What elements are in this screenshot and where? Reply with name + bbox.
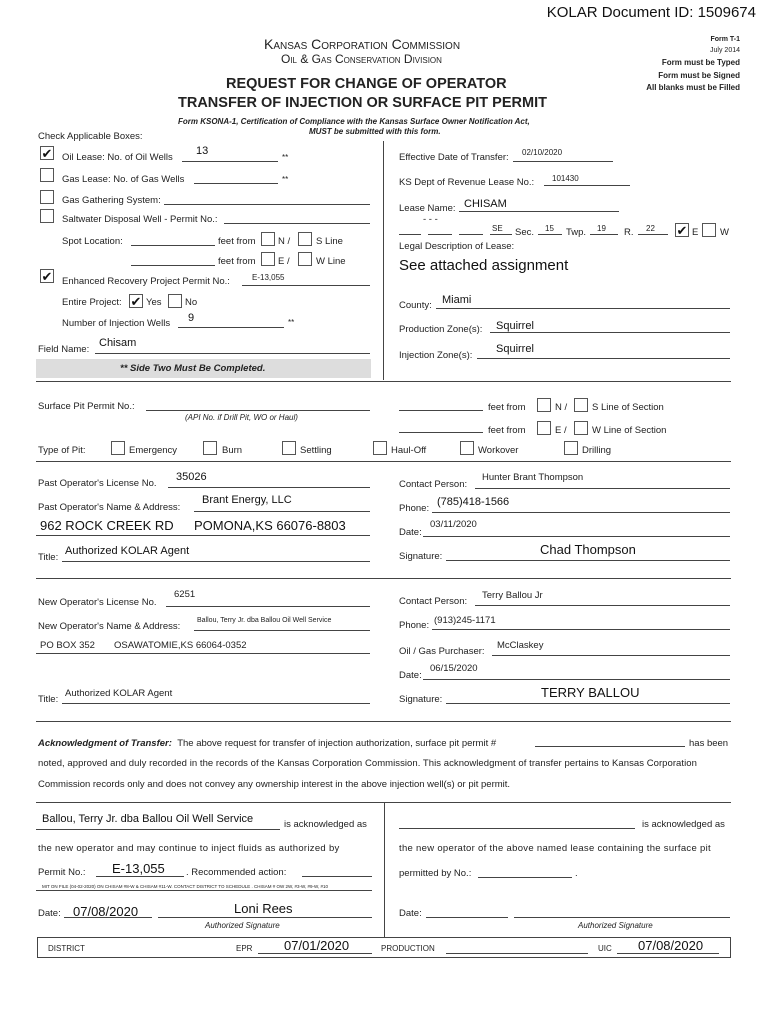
pit-feet-from-label: feet from (488, 425, 526, 436)
past-address-1[interactable]: 962 ROCK CREEK RD (40, 518, 174, 533)
new-contact-value[interactable]: Terry Ballou Jr (482, 590, 543, 601)
eor-checkbox[interactable]: ✔ (41, 269, 53, 284)
county-value[interactable]: Miami (442, 294, 472, 306)
agency-name: Kansas Corporation Commission (264, 36, 461, 52)
injection-zone-label: Injection Zone(s): (399, 350, 473, 361)
gas-lease-label: Gas Lease: No. of Gas Wells (62, 174, 185, 185)
feet-from-label: feet from (218, 256, 256, 267)
new-signature-label: Signature: (399, 694, 443, 705)
new-purchaser-value[interactable]: McClaskey (497, 640, 544, 651)
injection-wells-value[interactable]: 9 (188, 312, 195, 324)
spot-location-label: Spot Location: (62, 236, 123, 247)
new-address-1[interactable]: PO BOX 352 (40, 640, 95, 651)
pit-type-label: Haul-Off (391, 445, 427, 456)
ack-date-value-left[interactable]: 07/08/2020 (73, 904, 139, 919)
new-contact-label: Contact Person: (399, 596, 468, 607)
effective-date-label: Effective Date of Transfer: (399, 152, 509, 163)
new-signature-value[interactable]: TERRY BALLOU (541, 685, 640, 700)
side-two-text: ** Side Two Must Be Completed. (120, 363, 266, 374)
ack-permitted-by-label: permitted by No.: (399, 868, 472, 879)
epr-label: EPR (236, 944, 253, 953)
new-title-value[interactable]: Authorized KOLAR Agent (65, 688, 173, 699)
entire-project-yes-checkbox[interactable]: ✔ (130, 294, 142, 309)
pit-s-checkbox[interactable] (574, 398, 588, 412)
twp-label: Twp. (566, 227, 587, 238)
ack-left-text: the new operator and may continue to inject fluids as authorized by (38, 843, 340, 854)
eor-permit-value[interactable]: E-13,055 (252, 273, 285, 282)
pit-w-label: W Line of Section (592, 425, 667, 436)
spot-w-label: W Line (316, 256, 346, 267)
range-e-label: E (692, 227, 699, 238)
spot-s-checkbox[interactable] (298, 232, 312, 246)
new-name-value[interactable]: Ballou, Terry Jr. dba Ballou Oil Well Service (197, 617, 332, 624)
oil-lease-label: Oil Lease: No. of Oil Wells (62, 152, 173, 163)
new-phone-label: Phone: (399, 620, 430, 631)
pit-e-checkbox[interactable] (537, 421, 551, 435)
pit-e-label: E / (555, 425, 567, 436)
past-title-value[interactable]: Authorized KOLAR Agent (65, 545, 190, 557)
authorized-signature-label: Authorized Signature (578, 921, 653, 930)
type-of-pit-label: Type of Pit: (38, 445, 86, 456)
spot-w-checkbox[interactable] (298, 252, 312, 266)
gas-gathering-label: Gas Gathering System: (62, 195, 161, 206)
division-name: Oil & Gas Conservation Division (281, 52, 442, 66)
form-typed-note: Form must be Typed (661, 58, 740, 67)
field-name-label: Field Name: (38, 344, 90, 355)
ack-date-label-left: Date: (38, 908, 61, 919)
spot-n-label: N / (278, 236, 291, 247)
asterisk: ** (282, 175, 289, 184)
spot-s-label: S Line (316, 236, 343, 247)
past-date-value[interactable]: 03/11/2020 (430, 519, 477, 530)
form-title-2: TRANSFER OF INJECTION OR SURFACE PIT PERMIT (178, 95, 547, 111)
kdr-lease-label: KS Dept of Revenue Lease No.: (399, 177, 535, 188)
gas-gathering-checkbox[interactable] (40, 190, 54, 204)
past-phone-value[interactable]: (785)418-1566 (437, 496, 510, 508)
pit-type-label: Burn (222, 445, 243, 456)
new-purchaser-label: Oil / Gas Purchaser: (399, 646, 485, 657)
pit-type-burn-checkbox[interactable] (203, 441, 217, 455)
ack-right-text: the new operator of the above named lease containing the surface pit (399, 843, 711, 854)
swd-label: Saltwater Disposal Well - Permit No.: (62, 214, 218, 225)
spot-e-checkbox[interactable] (261, 252, 275, 266)
pit-type-emergency-checkbox[interactable] (111, 441, 125, 455)
entire-project-label: Entire Project: (62, 297, 122, 308)
quarter-value[interactable]: SE (492, 224, 503, 233)
ack-is-acknowledged-left: is acknowledged as (284, 819, 367, 830)
spot-e-label: E / (278, 256, 290, 267)
past-contact-value[interactable]: Hunter Brant Thompson (482, 472, 584, 483)
oil-wells-value[interactable]: 13 (196, 145, 209, 157)
form-subtitle-1: Form KSONA-1, Certification of Compliance with the Kansas Surface Owner Notification Act, (178, 117, 530, 126)
past-contact-label: Contact Person: (399, 479, 468, 490)
new-date-label: Date: (399, 670, 422, 681)
oil-lease-checkbox[interactable]: ✔ (41, 146, 53, 161)
past-name-value[interactable]: Brant Energy, LLC (202, 494, 292, 506)
new-date-value[interactable]: 06/15/2020 (430, 663, 478, 674)
ack-tiny-note: MIT ON FILE (04-02-2020) ON CHISAM #8-W & CHISAM #11-W. CONTACT DISTRICT TO SCHEDULE . CHISAM # OW 2W, #3-W, #9-W, #10 (42, 884, 328, 889)
pit-w-checkbox[interactable] (574, 421, 588, 435)
gas-lease-checkbox[interactable] (40, 168, 54, 182)
uic-label: UIC (598, 944, 612, 953)
r-value[interactable]: 22 (646, 224, 655, 233)
yes-label: Yes (146, 297, 162, 308)
new-phone-value[interactable]: (913)245-1171 (434, 615, 496, 626)
range-w-checkbox[interactable] (702, 223, 716, 237)
lease-name-value[interactable]: CHISAM (464, 198, 507, 210)
epr-date[interactable]: 07/01/2020 (284, 938, 350, 953)
pit-type-label: Workover (478, 445, 519, 456)
past-phone-label: Phone: (399, 503, 430, 514)
r-label: R. (624, 227, 634, 238)
ack-left-signature[interactable]: Loni Rees (234, 901, 293, 916)
past-name-label: Past Operator's Name & Address: (38, 502, 181, 513)
qtr-dashes: - - - (423, 214, 438, 225)
pit-type-label: Drilling (582, 445, 612, 456)
form-title-1: REQUEST FOR CHANGE OF OPERATOR (226, 76, 507, 92)
ack-new-operator-name[interactable]: Ballou, Terry Jr. dba Ballou Oil Well Service (42, 813, 254, 825)
past-license-label: Past Operator's License No. (38, 478, 157, 489)
past-license-value[interactable]: 35026 (176, 471, 207, 483)
form-subtitle-2: MUST be submitted with this form. (309, 127, 441, 136)
injection-zone-value[interactable]: Squirrel (496, 343, 534, 355)
new-license-label: New Operator's License No. (38, 597, 157, 608)
twp-value[interactable]: 19 (597, 224, 606, 233)
past-date-label: Date: (399, 527, 422, 538)
ack-line-1: Acknowledgment of Transfer: The above request for transfer of injection authorization, surface pit permit # (38, 738, 497, 749)
pit-type-label: Settling (300, 445, 332, 456)
check-applicable-label: Check Applicable Boxes: (38, 131, 143, 142)
kdr-lease-value[interactable]: 101430 (552, 174, 579, 183)
past-signature-value[interactable]: Chad Thompson (540, 542, 636, 557)
ack-is-acknowledged-right: is acknowledged as (642, 819, 725, 830)
lease-name-label: Lease Name: (399, 203, 456, 214)
uic-date[interactable]: 07/08/2020 (638, 938, 704, 953)
feet-from-label: feet from (218, 236, 256, 247)
no-label: No (185, 297, 198, 308)
district-label: DISTRICT (48, 944, 85, 953)
form-date: July 2014 (710, 47, 740, 54)
production-zone-label: Production Zone(s): (399, 324, 483, 335)
past-signature-label: Signature: (399, 551, 443, 562)
production-zone-value[interactable]: Squirrel (496, 320, 534, 332)
form-blanks-note: All blanks must be Filled (646, 83, 740, 92)
effective-date-value[interactable]: 02/10/2020 (522, 148, 563, 157)
pit-s-label: S Line of Section (592, 402, 664, 413)
asterisk: ** (282, 153, 289, 162)
range-e-checkbox[interactable]: ✔ (676, 223, 688, 238)
num-injection-wells-label: Number of Injection Wells (62, 318, 171, 329)
ack-permit-value[interactable]: E-13,055 (112, 861, 165, 876)
pit-type-drilling-checkbox[interactable] (564, 441, 578, 455)
pit-feet-from-label: feet from (488, 402, 526, 413)
new-title-label: Title: (38, 694, 59, 705)
period: . (575, 868, 578, 879)
form-signed-note: Form must be Signed (658, 71, 740, 80)
swd-checkbox[interactable] (40, 209, 54, 223)
pit-type-label: Emergency (129, 445, 178, 456)
past-address-2[interactable]: POMONA,KS 66076-8803 (194, 518, 346, 533)
pit-n-checkbox[interactable] (537, 398, 551, 412)
eor-label: Enhanced Recovery Project Permit No.: (62, 276, 230, 287)
pit-type-hauloff-checkbox[interactable] (373, 441, 387, 455)
new-address-2[interactable]: OSAWATOMIE,KS 66064-0352 (114, 640, 247, 651)
new-name-label: New Operator's Name & Address: (38, 621, 181, 632)
legal-description-label: Legal Description of Lease: (399, 241, 515, 252)
ack-date-label-right: Date: (399, 908, 422, 919)
field-name-value[interactable]: Chisam (99, 337, 137, 349)
sec-value[interactable]: 15 (545, 224, 554, 233)
spot-n-checkbox[interactable] (261, 232, 275, 246)
ack-recommended-label: . Recommended action: (186, 867, 287, 878)
pit-type-settling-checkbox[interactable] (282, 441, 296, 455)
ack-line-3: Commission records only and does not convey any ownership interest in the above injection well(s) or pit permit. (38, 779, 511, 790)
asterisk: ** (288, 318, 295, 327)
ack-line-2: noted, approved and duly recorded in the records of the Kansas Corporation Commission. This acknowledgment of transfer pertains to Kansas Corporation (38, 758, 697, 769)
entire-project-no-checkbox[interactable] (168, 294, 182, 308)
surface-pit-permit-label: Surface Pit Permit No.: (38, 401, 135, 412)
new-license-value[interactable]: 6251 (174, 589, 196, 600)
form-number: Form T-1 (710, 36, 740, 43)
pit-n-label: N / (555, 402, 568, 413)
kolar-doc-id: KOLAR Document ID: 1509674 (546, 4, 756, 21)
sec-label: Sec. (515, 227, 535, 238)
range-w-label: W (720, 227, 729, 238)
pit-type-workover-checkbox[interactable] (460, 441, 474, 455)
authorized-signature-label: Authorized Signature (205, 921, 280, 930)
past-title-label: Title: (38, 552, 59, 563)
api-note: (API No. if Drill Pit, WO or Haul) (185, 413, 298, 422)
ack-permit-label: Permit No.: (38, 867, 86, 878)
production-label: PRODUCTION (381, 944, 435, 953)
legal-description-value[interactable]: See attached assignment (399, 257, 569, 274)
ack-has-been: has been (689, 738, 729, 749)
county-label: County: (399, 300, 432, 311)
